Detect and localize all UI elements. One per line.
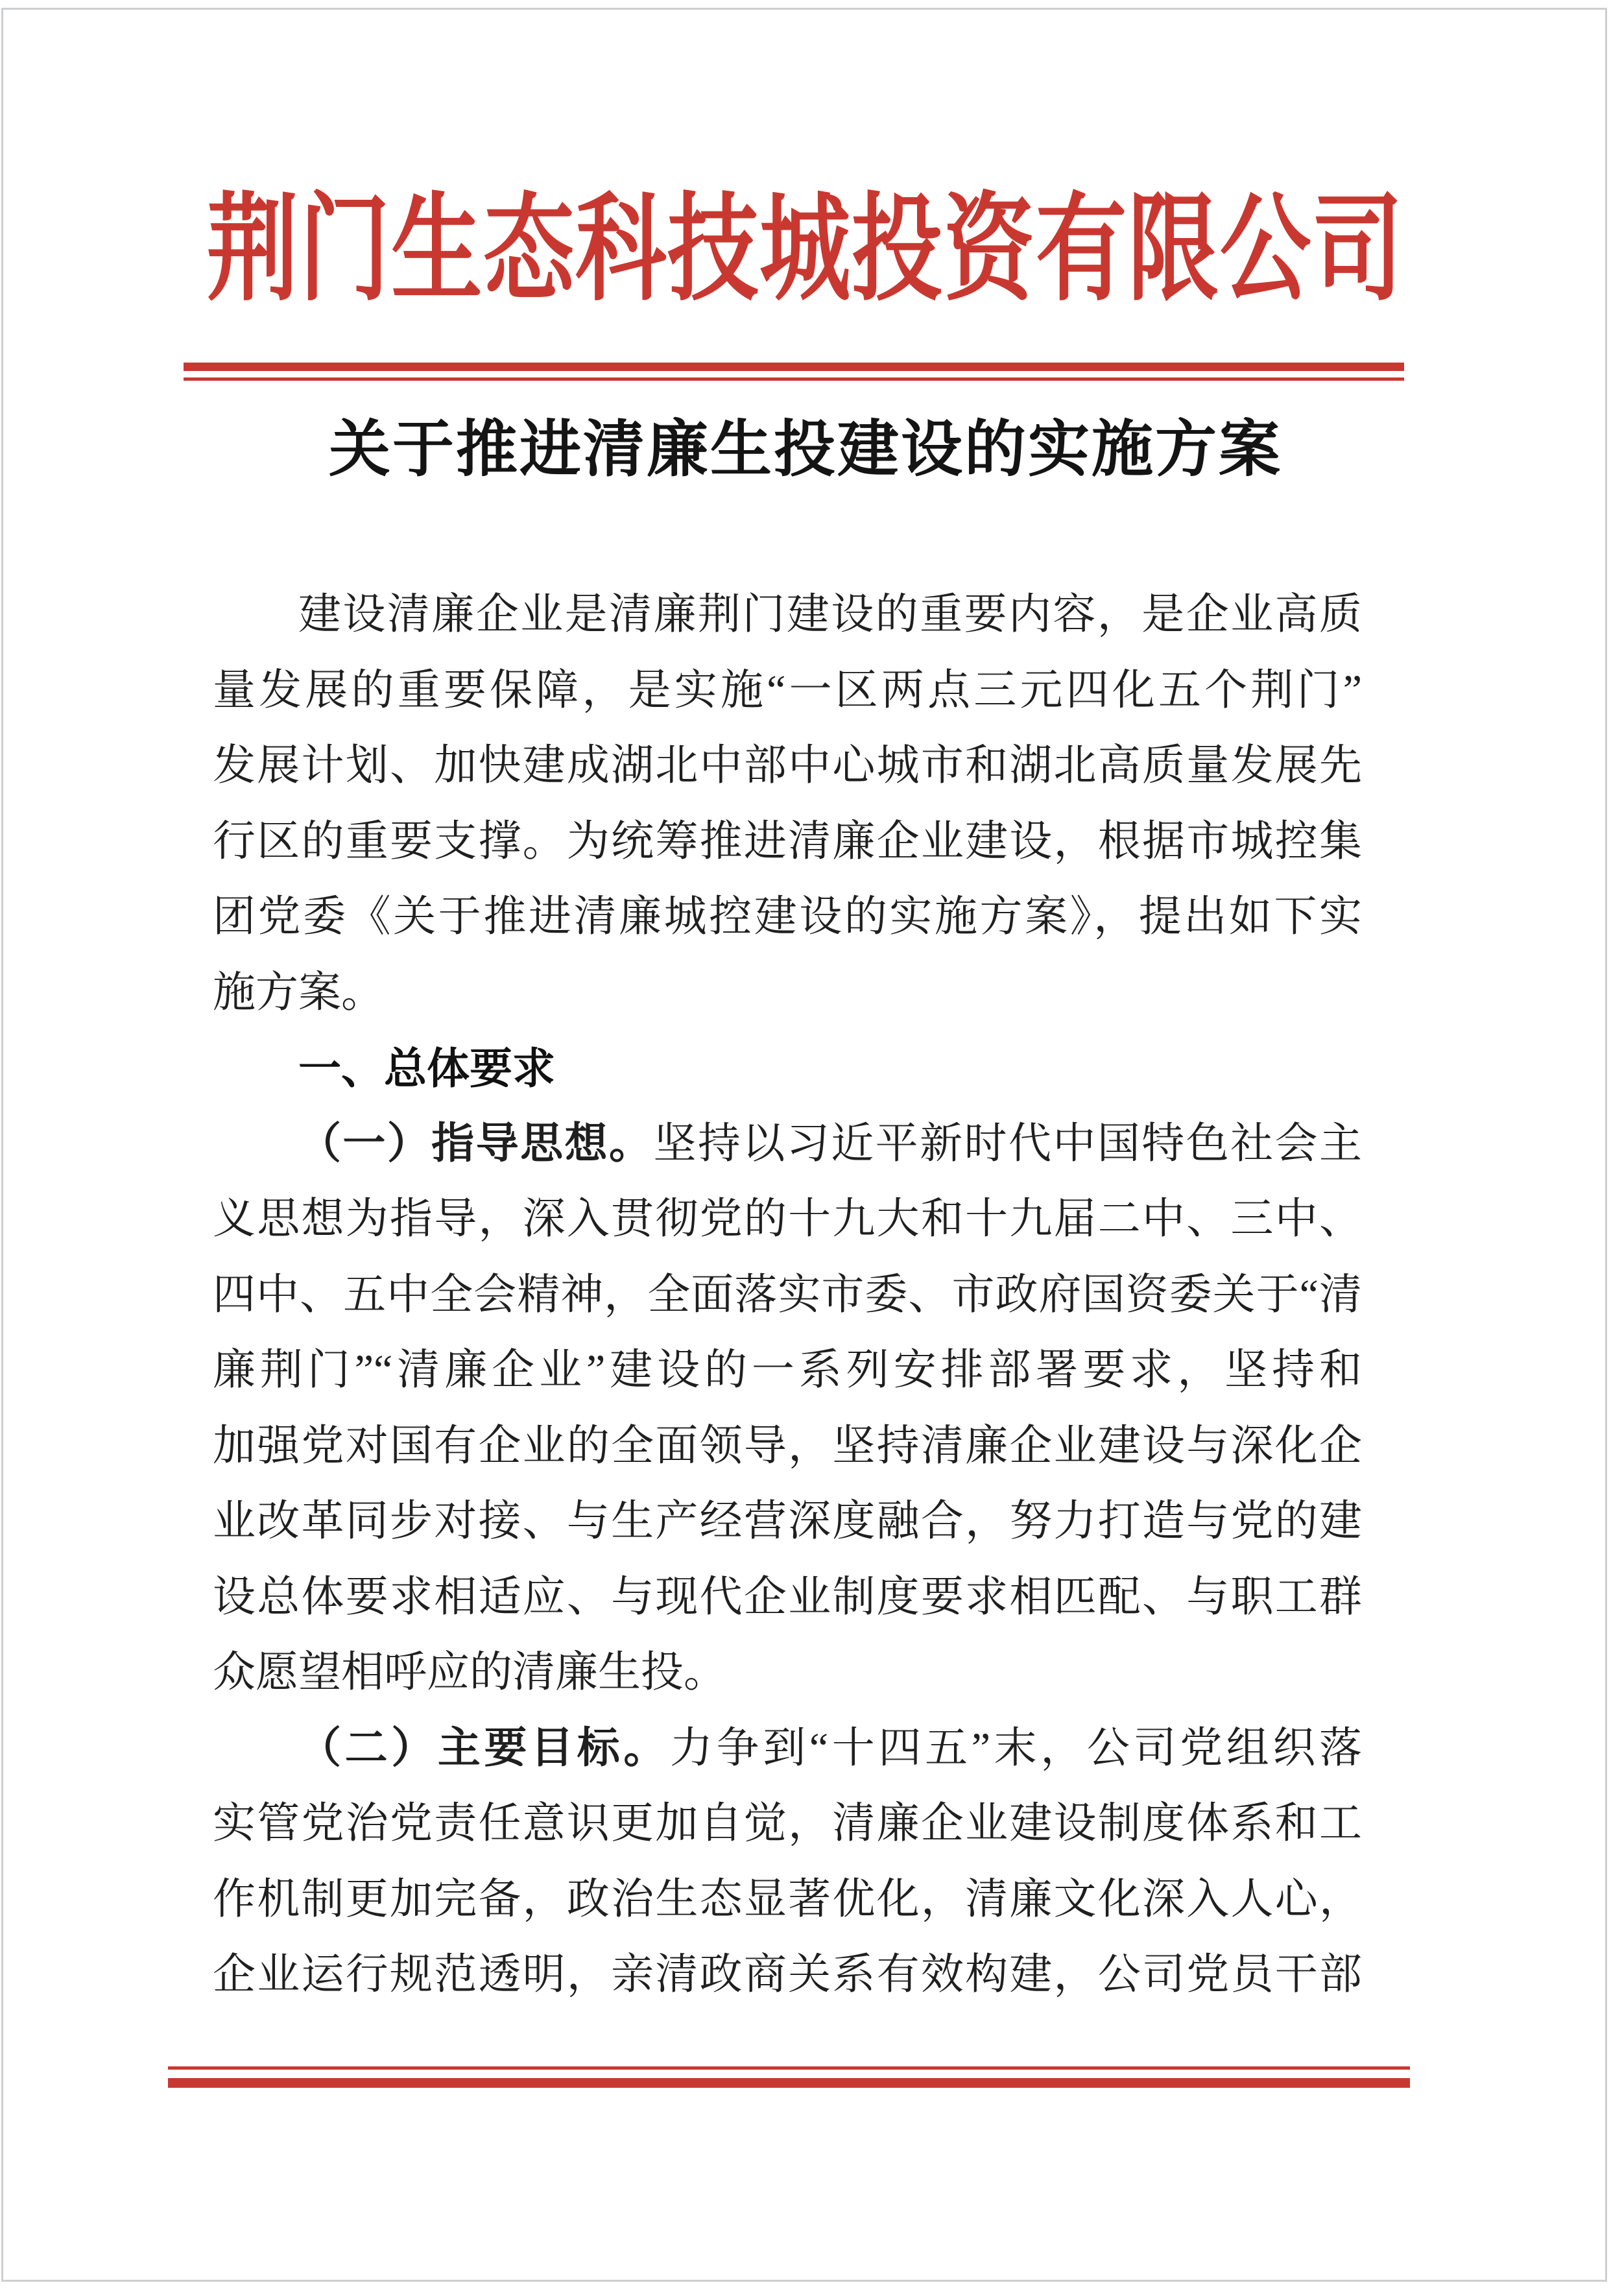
body-line-text: 业改革同步对接、与生产经营深度融合，努力打造与党的建: [213, 1498, 1362, 1545]
body-line: [213, 955, 1362, 1031]
company-letterhead-title: 荆门生态科技城投资有限公司: [207, 185, 1404, 315]
body-line-text: 施方案。: [213, 968, 384, 1016]
body-line: [213, 1333, 1362, 1409]
body-line: [213, 1409, 1362, 1485]
body-line: [213, 1258, 1362, 1333]
body-line-text: 发展计划、加快建成湖北中部中心城市和湖北高质量发展先: [213, 742, 1362, 789]
paragraph-lead-bold: （一）指导思想。: [298, 1119, 654, 1167]
body-line-text: 廉荆门”“清廉企业”建设的一系列安排部署要求，坚持和: [213, 1346, 1362, 1394]
body-line-text: 行区的重要支撑。为统筹推进清廉企业建设，根据市城控集: [213, 817, 1362, 865]
body-line: [213, 1635, 1362, 1711]
body-line: [213, 1484, 1362, 1560]
body-line: [213, 653, 1362, 729]
footer-rule-thin: [168, 2066, 1410, 2070]
body-line: [213, 879, 1362, 955]
body-line-text: 众愿望相呼应的清廉生投。: [213, 1649, 726, 1696]
document-body: [213, 577, 1362, 2013]
body-line-text: 实管党治党责任意识更加自觉，清廉企业建设制度体系和工: [213, 1800, 1362, 1847]
body-line: [213, 1937, 1362, 2013]
body-line-text: 义思想为指导，深入贯彻党的十九大和十九届二中、三中、: [213, 1195, 1362, 1243]
body-line: [213, 1711, 1362, 1787]
footer-rule-thick: [168, 2078, 1410, 2088]
body-line: [213, 1182, 1362, 1258]
body-line: [213, 728, 1362, 804]
header-rule-thin: [184, 377, 1404, 381]
body-line-text: 设总体要求相适应、与现代企业制度要求相匹配、与职工群: [213, 1573, 1362, 1621]
document-title: 关于推进清廉生投建设的实施方案: [328, 415, 1282, 484]
body-line: [213, 1786, 1362, 1862]
body-line: [213, 577, 1362, 653]
body-line-text: 力争到“十四五”末，公司党组织落: [670, 1724, 1362, 1772]
body-line: [213, 1106, 1362, 1182]
section-heading: [213, 1031, 1362, 1106]
body-line-text: 加强党对国有企业的全面领导，坚持清廉企业建设与深化企: [213, 1422, 1362, 1470]
section-heading-text: 一、总体要求: [298, 1044, 555, 1092]
body-line-text: 量发展的重要保障，是实施“一区两点三元四化五个荆门”: [213, 666, 1362, 714]
header-rule-thick: [184, 363, 1404, 371]
body-line-text: 企业运行规范透明，亲清政商关系有效构建，公司党员干部: [213, 1951, 1362, 1998]
body-line: [213, 1862, 1362, 1938]
body-line: [213, 804, 1362, 880]
paragraph-lead-bold: （二）主要目标。: [298, 1724, 671, 1772]
body-line-text: 作机制更加完备，政治生态显著优化，清廉文化深入人心，: [213, 1875, 1362, 1923]
body-line: [213, 1560, 1362, 1636]
body-line-text: 建设清廉企业是清廉荆门建设的重要内容，是企业高质: [298, 591, 1362, 638]
body-line-text: 团党委《关于推进清廉城控建设的实施方案》，提出如下实: [213, 893, 1362, 940]
body-line-text: 四中、五中全会精神，全面落实市委、市政府国资委关于“清: [213, 1271, 1362, 1319]
body-line-text: 坚持以习近平新时代中国特色社会主: [653, 1119, 1363, 1167]
